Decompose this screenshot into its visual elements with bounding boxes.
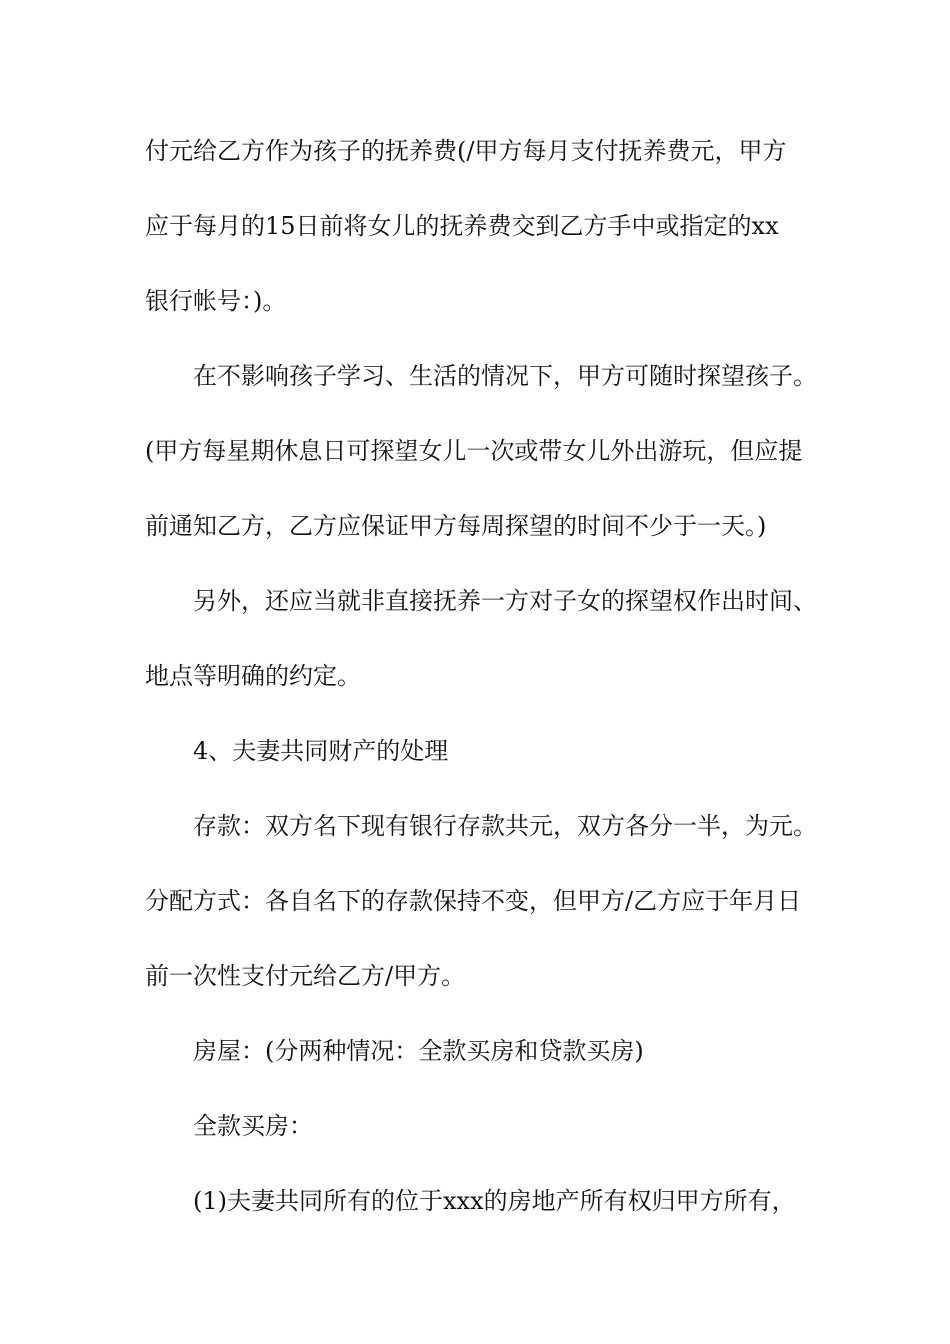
text-line: 银行帐号：)。	[145, 287, 287, 315]
text-line: 分配方式：各自名下的存款保持不变，但甲方/乙方应于年月日	[145, 887, 802, 915]
paragraph-start-line: 房屋：(分两种情况：全款买房和贷款买房)	[193, 1037, 644, 1065]
paragraph-start-line: 全款买房：	[193, 1112, 313, 1140]
paragraph-start-line: 存款：双方名下现有银行存款共元，双方各分一半，为元。	[193, 812, 817, 840]
paragraph-start-line: 另外，还应当就非直接抚养一方对子女的探望权作出时间、	[193, 587, 817, 615]
section-heading: 4、夫妻共同财产的处理	[193, 737, 449, 765]
paragraph-start-line: 在不影响孩子学习、生活的情况下，甲方可随时探望孩子。	[193, 362, 817, 390]
text-line: 应于每月的15日前将女儿的抚养费交到乙方手中或指定的xx	[145, 212, 779, 240]
paragraph-start-line: (1)夫妻共同所有的位于xxx的房地产所有权归甲方所有，	[193, 1187, 796, 1215]
text-line: 前一次性支付元给乙方/甲方。	[145, 962, 466, 990]
text-line: 前通知乙方，乙方应保证甲方每周探望的时间不少于一天。)	[145, 512, 767, 540]
text-line: 地点等明确的约定。	[145, 662, 361, 690]
text-line: 付元给乙方作为孩子的抚养费(/甲方每月支付抚养费元，甲方	[145, 137, 787, 165]
text-line: (甲方每星期休息日可探望女儿一次或带女儿外出游玩，但应提	[145, 437, 803, 465]
